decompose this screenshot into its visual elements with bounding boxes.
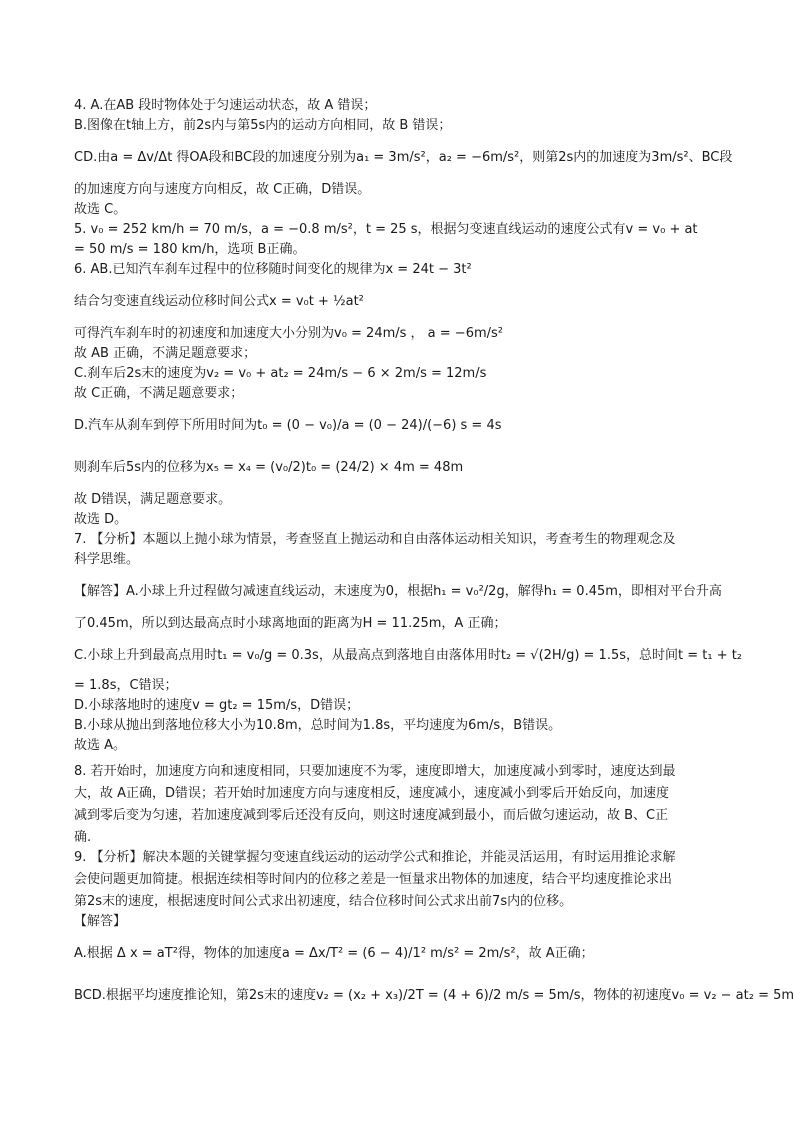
text-line: 6. AB.已知汽车刹车过程中的位移随时间变化的规律为x = 24t − 3t² xyxy=(74,262,472,277)
text-line: 会使问题更加简捷。根据连续相等时间内的位移之差是一恒量求出物体的加速度，结合平均速度推论求出 xyxy=(74,872,673,887)
text-line: 确. xyxy=(74,830,92,845)
text-line: 故 AB 正确，不满足题意要求； xyxy=(74,346,257,361)
text-line: 科学思维。 xyxy=(74,552,140,567)
text-line: 8. 若开始时，加速度方向和速度相同，只要加速度不为零，速度即增大，加速度减小到零时，速度达到最 xyxy=(74,764,676,779)
text-line: D.汽车从刹车到停下所用时间为t₀ = (0 − v₀)/a = (0 − 24)/(−6) s = 4s xyxy=(74,418,502,433)
text-line: 5. v₀ = 252 km/h = 70 m/s，a = −0.8 m/s²，t = 25 s，根据匀变速直线运动的速度公式有v = v₀ + at xyxy=(74,222,698,237)
text-line: 【解答】 xyxy=(74,914,127,929)
text-line: A.根据 Δ x = aT²得，物体的加速度a = Δx/T² = (6 − 4)/1² m/s² = 2m/s²，故 A正确； xyxy=(74,946,594,961)
text-line: 的加速度方向与速度方向相反，故 C正确，D错误。 xyxy=(74,182,371,197)
text-line: 7. 【分析】本题以上抛小球为情景，考查竖直上抛运动和自由落体运动相关知识，考查考生的物理观念及 xyxy=(74,532,676,547)
text-line: 第2s末的速度，根据速度时间公式求出初速度，结合位移时间公式求出前7s内的位移。 xyxy=(74,894,573,909)
text-line: 【解答】A.小球上升过程做匀减速直线运动，末速度为0，根据h₁ = v₀²/2g，解得h₁ = 0.45m，即相对平台升高 xyxy=(74,584,722,599)
text-line: B.小球从抛出到落地位移大小为10.8m，总时间为1.8s，平均速度为6m/s，B错误。 xyxy=(74,718,562,733)
text-line: C.刹车后2s末的速度为v₂ = v₀ + at₂ = 24m/s − 6 × 2m/s = 12m/s xyxy=(74,366,487,381)
text-line: C.小球上升到最高点用时t₁ = v₀/g = 0.3s，从最高点到落地自由落体用时t₂ = √(2H/g) = 1.5s，总时间t = t₁ + t₂ xyxy=(74,648,743,663)
text-line: 4. A.在AB 段时物体处于匀速运动状态，故 A 错误； xyxy=(74,98,377,113)
text-line: D.小球落地时的速度v = gt₂ = 15m/s，D错误； xyxy=(74,698,360,713)
text-line: BCD.根据平均速度推论知，第2s末的速度v₂ = (x₂ + x₃)/2T = (4 + 6)/2 m/s = 5m/s，物体的初速度v₀ = v₂ − at₂ = 5m xyxy=(74,988,794,1003)
text-line: 了0.45m，所以到达最高点时小球离地面的距离为H = 11.25m，A 正确； xyxy=(74,616,507,631)
text-line: 9. 【分析】解决本题的关键掌握匀变速直线运动的运动学公式和推论，并能灵活运用，有时运用推论求解 xyxy=(74,850,676,865)
text-line: 可得汽车刹车时的初速度和加速度大小分别为v₀ = 24m/s ， a = −6m/s² xyxy=(74,326,504,341)
text-line: 大，故 A正确，D错误；若开始时加速度方向与速度相反，速度减小，速度减小到零后开始反向，加速度 xyxy=(74,786,670,801)
text-line: CD.由a = Δv/Δt 得OA段和BC段的加速度分别为a₁ = 3m/s²，a₂ = −6m/s²，则第2s内的加速度为3m/s²、BC段 xyxy=(74,150,733,165)
text-line: B.图像在t轴上方，前2s内与第5s内的运动方向相同，故 B 错误； xyxy=(74,118,452,133)
text-line: 减到零后变为匀速，若加速度减到零后还没有反向，则这时速度减到最小，而后做匀速运动，故 B、C正 xyxy=(74,808,669,823)
text-line: = 1.8s，C错误； xyxy=(74,678,178,693)
text-line: 结合匀变速直线运动位移时间公式x = v₀t + ½at² xyxy=(74,294,364,309)
text-line: 故 D错误，满足题意要求。 xyxy=(74,492,232,507)
text-line: 则刹车后5s内的位移为x₅ = x₄ = (v₀/2)t₀ = (24/2) × 4m = 48m xyxy=(74,460,464,475)
text-line: 故选 D。 xyxy=(74,512,128,527)
text-line: 故选 A。 xyxy=(74,738,127,753)
text-line: 故选 C。 xyxy=(74,202,127,217)
text-line: = 50 m/s = 180 km/h，选项 B正确。 xyxy=(74,242,306,257)
text-line: 故 C正确，不满足题意要求； xyxy=(74,386,244,401)
